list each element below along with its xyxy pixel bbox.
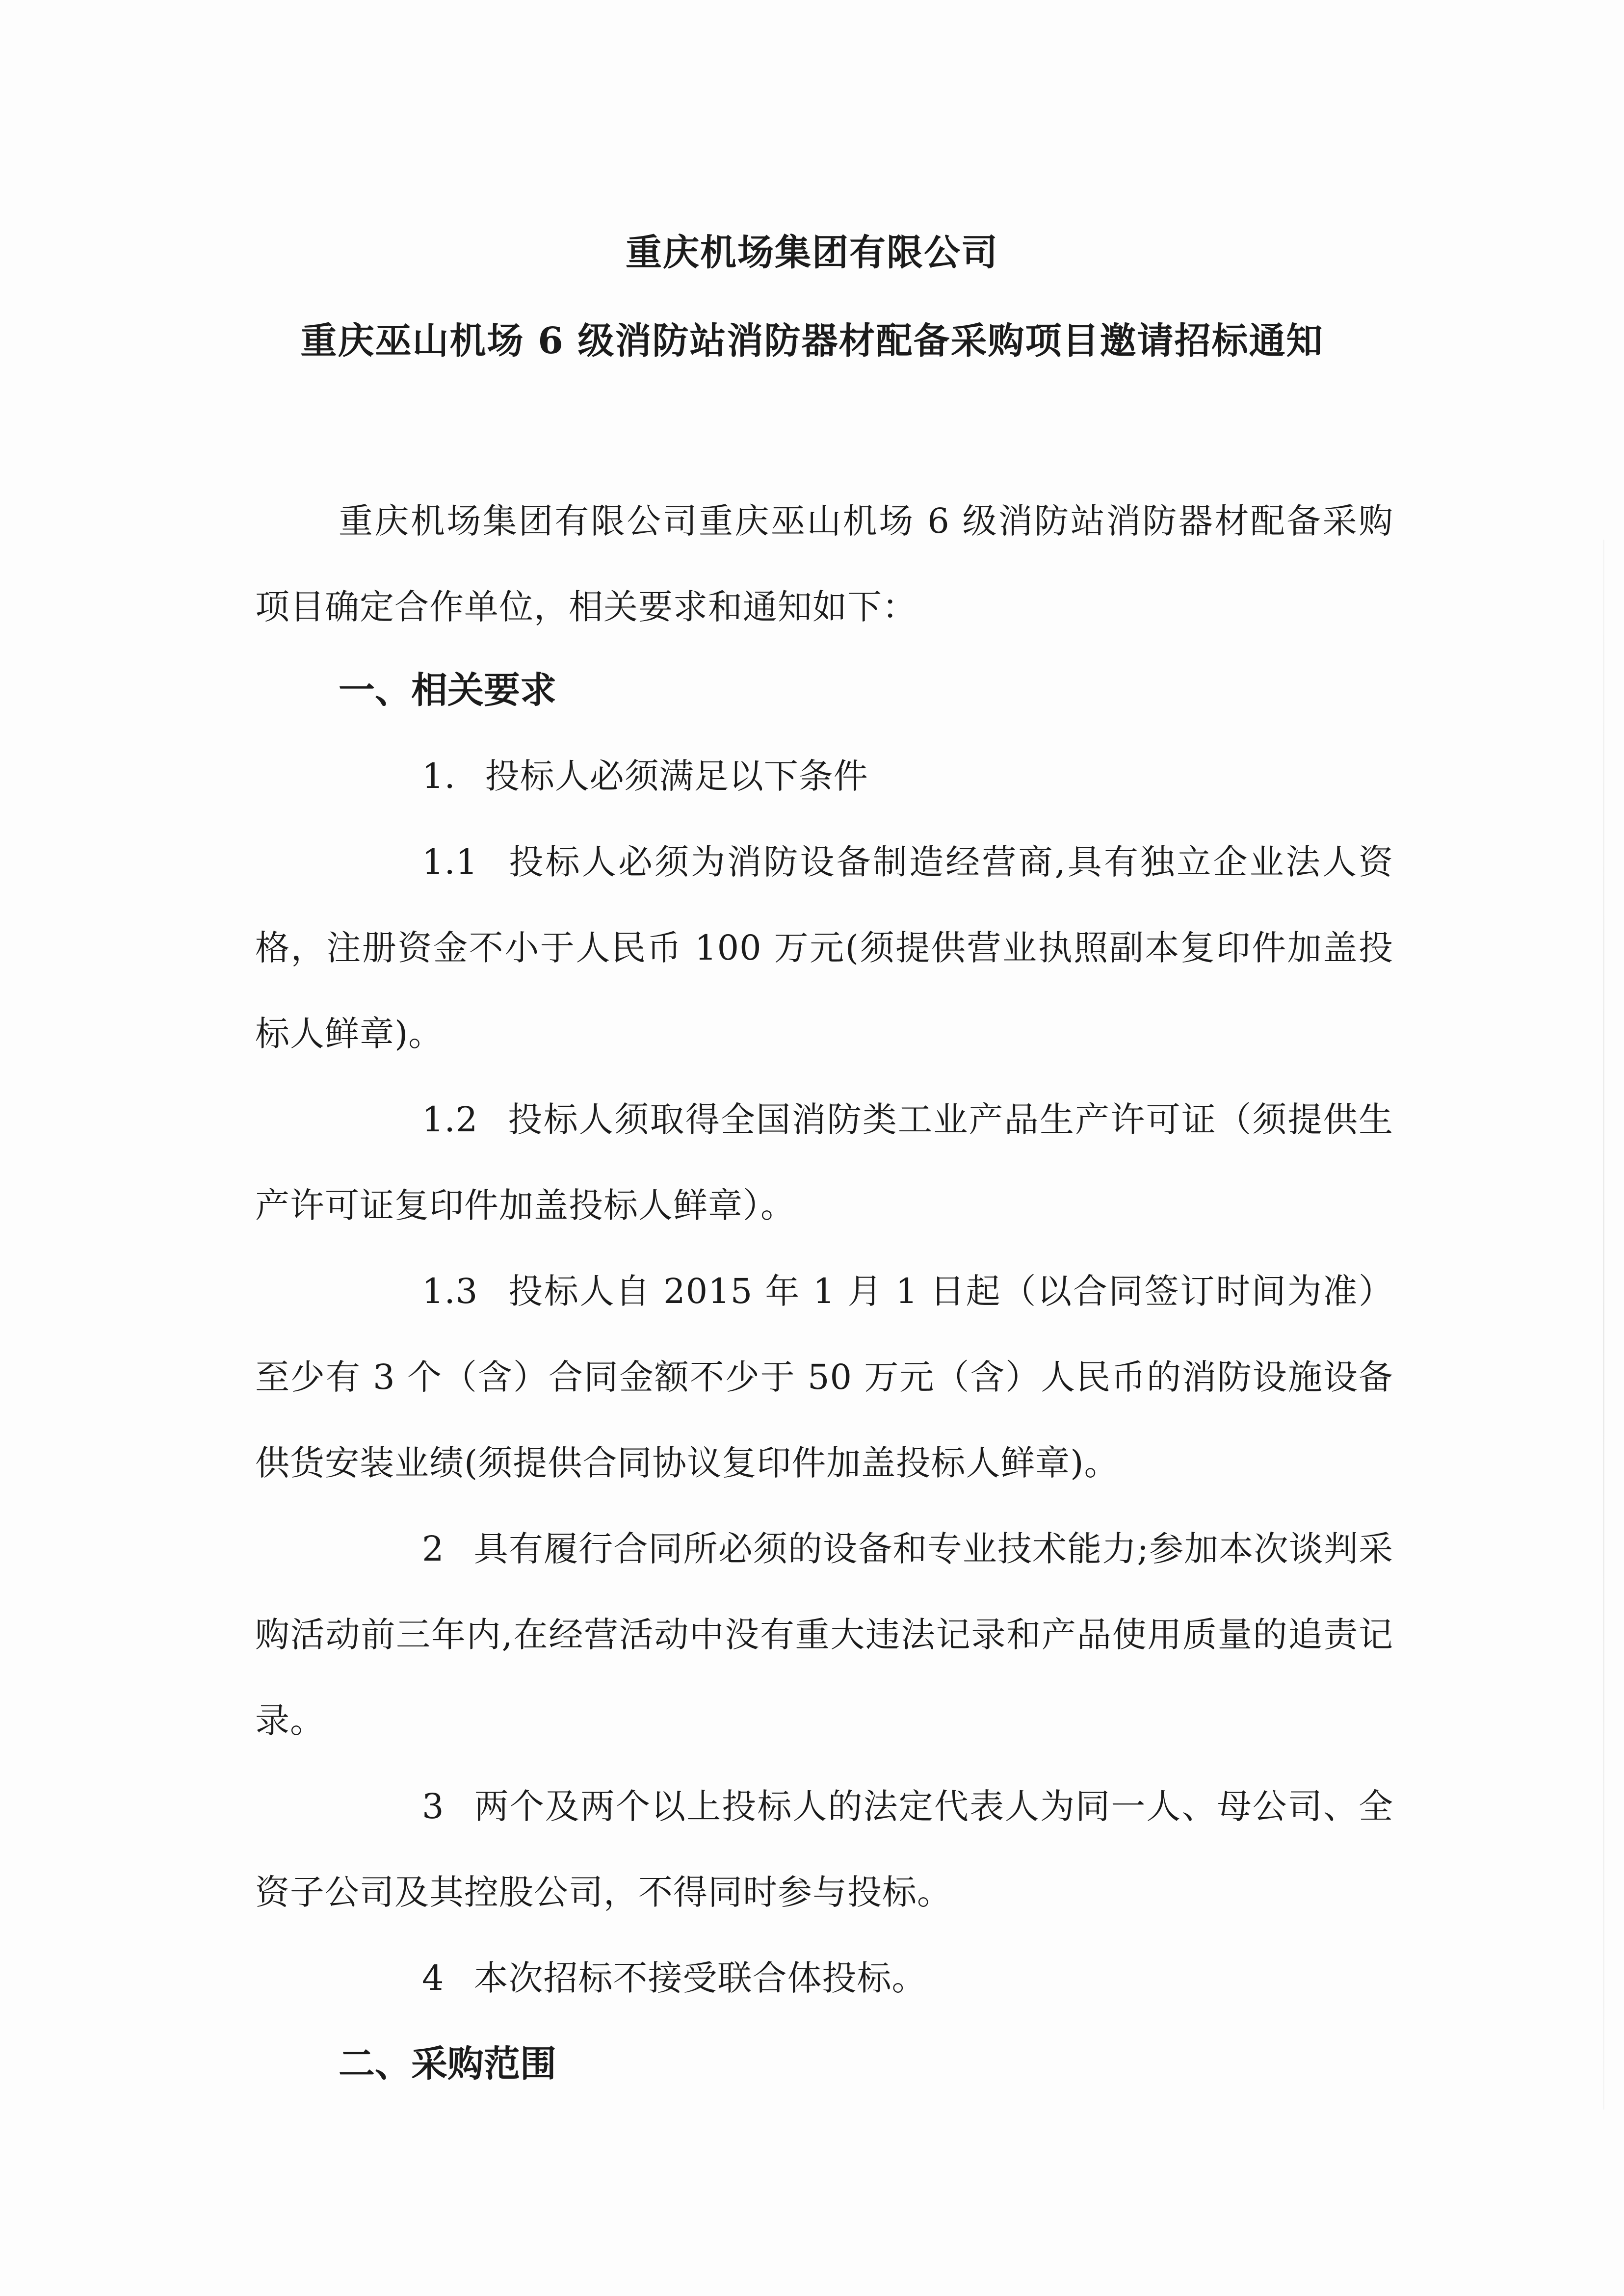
requirement-item-1-2 bbox=[255, 1077, 1393, 1249]
item-text: 投标人自 2015 年 1 月 1 日起（以合同签订时间为准）至少有 3 个（含）合同金额不少于 50 万元（含）人民币的消防设施设备供货安装业绩(须提供合同协议复印件加盖投标人鲜章)。 bbox=[255, 1271, 1393, 1483]
item-number: 3 bbox=[422, 1786, 445, 1826]
intro-paragraph: 重庆机场集团有限公司重庆巫山机场 6 级消防站消防器材配备采购项目确定合作单位，相关要求和通知如下： bbox=[255, 501, 1393, 627]
item-text: 具有履行合同所必须的设备和专业技术能力;参加本次谈判采购活动前三年内,在经营活动中没有重大违法记录和产品使用质量的追责记录。 bbox=[255, 1529, 1393, 1741]
item-number: 4 bbox=[422, 1958, 445, 1998]
requirement-item-3 bbox=[255, 1764, 1393, 1935]
item-text: 投标人须取得全国消防类工业产品生产许可证（须提供生产许可证复印件加盖投标人鲜章）。 bbox=[255, 1099, 1393, 1226]
item-number: 1.1 bbox=[422, 842, 478, 882]
item-number: 1.3 bbox=[422, 1271, 478, 1311]
item-text: 投标人必须为消防设备制造经营商,具有独立企业法人资格，注册资金不小于人民币 100 万元(须提供营业执照副本复印件加盖投标人鲜章)。 bbox=[255, 842, 1393, 1054]
item-number: 2 bbox=[422, 1529, 445, 1569]
scan-artifact bbox=[1603, 540, 1604, 2110]
item-number: 1.2 bbox=[422, 1099, 478, 1140]
requirement-item-1-1 bbox=[255, 819, 1393, 1077]
requirement-item-1 bbox=[255, 733, 1393, 819]
item-text: 本次招标不接受联合体投标。 bbox=[473, 1958, 927, 1998]
item-text: 两个及两个以上投标人的法定代表人为同一人、母公司、全资子公司及其控股公司，不得同时参与投标。 bbox=[255, 1786, 1393, 1912]
company-title: 重庆机场集团有限公司 bbox=[626, 232, 998, 274]
item-text: 投标人必须满足以下条件 bbox=[485, 756, 868, 796]
section-heading-requirements: 一、相关要求 bbox=[339, 669, 556, 711]
item-number: 1. bbox=[422, 756, 456, 796]
notice-title: 重庆巫山机场 6 级消防站消防器材配备采购项目邀请招标通知 bbox=[300, 320, 1324, 362]
requirement-item-4 bbox=[255, 1935, 1393, 2021]
section-heading-scope: 二、采购范围 bbox=[339, 2043, 556, 2085]
requirement-item-2 bbox=[255, 1506, 1393, 1764]
requirement-item-1-3 bbox=[255, 1249, 1393, 1506]
